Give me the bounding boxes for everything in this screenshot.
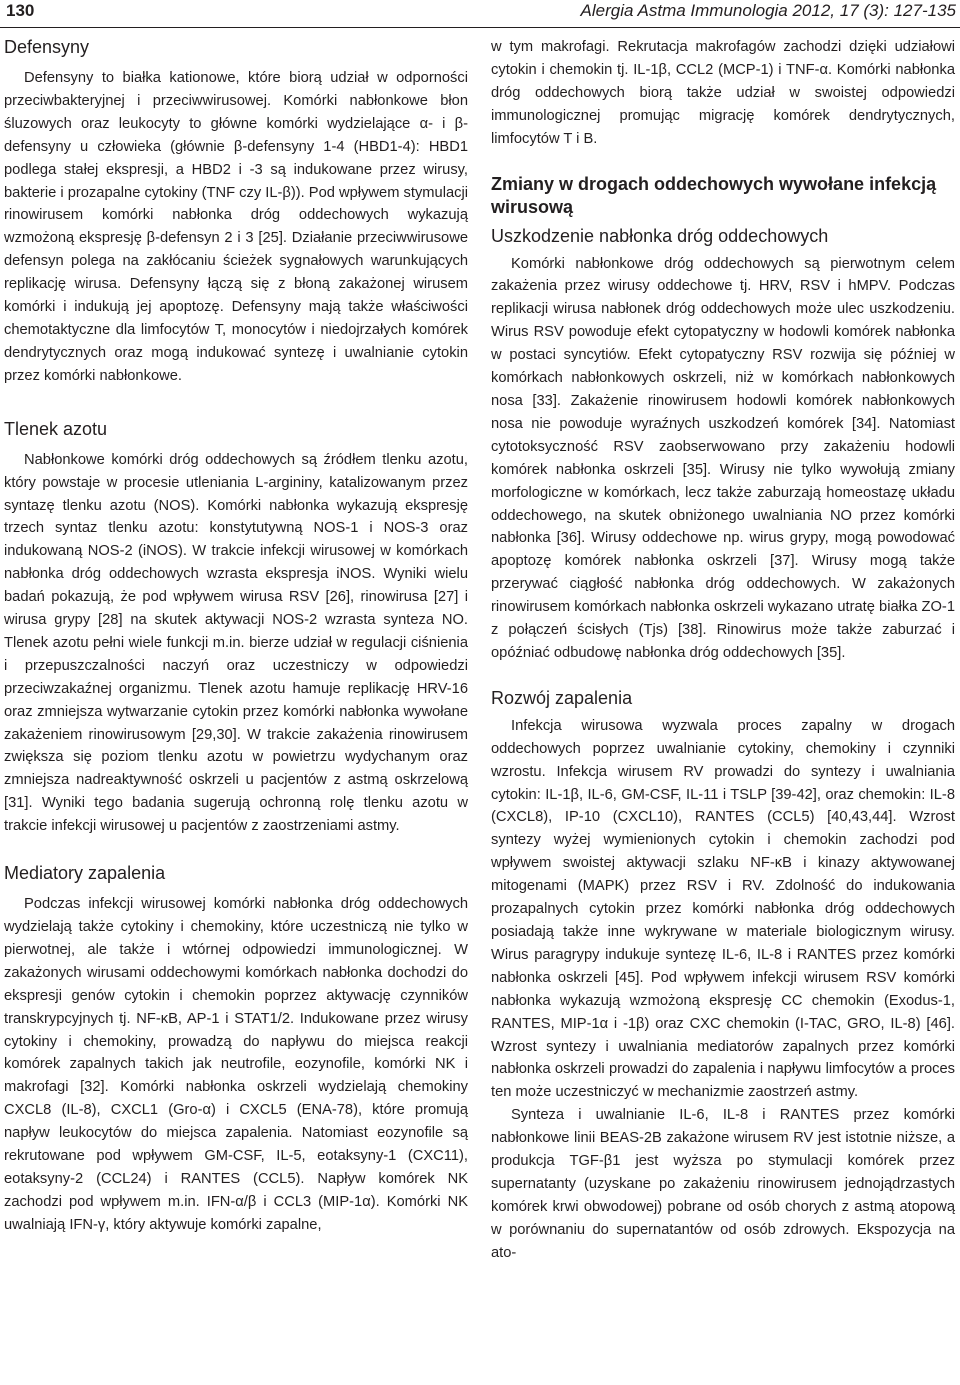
paragraph-uszkodzenie: Komórki nabłonkowe dróg oddechowych są pierwotnym celem zakażenia przez wirusy oddechowe tj. HRV, RSV i hMPV. Podczas replikacji wirusa nabłonek dróg oddechowych może ulec uszkodzeniu. Wirus RSV powoduje efekt cytopatyczny w hodowli komórek nabłonka w postaci syncytiów. Efekt cytopatyczny RSV rozwija się później w komórkach nabłonkowych oskrzeli, niż w komórkach nabłonkowych nosa [33]. Zakażenie rinowirusem hodowli komórek nabłonkowych nosa nie powoduje wyraźnych uszkodzeń komórek [34]. Natomiast cytotoksyczność RSV zaobserwowano przy zakażeniu hodowli komórek nabłonka oskrzeli [35]. Wirusy nie tylko wywołują zmiany morfologiczne w komórkach, lecz także zaburzają homeostazę układu oddechowego, na skutek obniżonego uwalniania NO przez komórki nabłonka [36]. Wirusy oddechowe np. wirus grypy, mogą powodować apoptozę komórek nabłonka oskrzeli [37]. Wirusy mogą także przerywać ciągłość nabłonka dróg oddechowych. W zakażonych rinowirusem komórkach nabłonka oskrzeli wykazano utratę białka ZO-1 z połączeń ścisłych (Tjs) [38]. Rinowirus może także zaburzać i opóźniać odbudowę nabłonka dróg oddechowych [35]. <box>491 255 955 661</box>
left-column <box>4 36 468 1237</box>
right-column <box>491 36 955 1265</box>
paragraph-rozwoj-2: Synteza i uwalnianie IL-6, IL-8 i RANTES przez komórki nabłonkowe linii BEAS-2B zakażone wirusem RV jest istotnie niższe, a produkcja TGF-β1 jest wyższa po stymulacji komórek przez supernatanty (uzyskane po zakażeniu rinowirusem jednojądrzastych komórek krwi obwodowej) pobrane od osób chorych z astmą atopową w porównaniu do supernatantów od osób zdrowych. Ekspozycja na ato- <box>491 1107 955 1261</box>
page-header <box>0 0 960 30</box>
paragraph-tlenek-azotu: Nabłonkowe komórki dróg oddechowych są źródłem tlenku azotu, który powstaje w procesie utleniania L-argininy, katalizowanym przez syntazę tlenku azotu (NOS). Komórki nabłonka wykazują ekspresję trzech syntaz tlenku azotu: konstytutywną NOS-1 i NOS-3 oraz indukowaną NOS-2 (iNOS). W trakcie infekcji wirusowej w komórkach nabłonka dróg oddechowych wzrasta ekspresja iNOS. Wyniki wielu badań pokazują, że pod wpływem wirusa RSV [26], rinowirusa [27] i wirusa grypy [28] na skutek aktywacji NOS-2 wzrasta synteza NO. Tlenek azotu pełni wiele funkcji m.in. bierze udział w regulacji ciśnienia i przepuszczalności naczyń oraz uczestniczy w odpowiedzi przeciwzakaźnej organizmu. Tlenek azotu hamuje replikację HRV-16 oraz zmniejsza wytwarzanie cytokin przez komórki nabłonka wywołane zakażeniem rinowirusowym [29,30]. W trakcie zakażenia rinowirusem zwiększa się poziom tlenku azotu w powietrzu wydychanym oraz zmniejsza nadreaktywność oskrzeli u pacjentów z astmą oskrzelową [31]. Wyniki tego badania sugerują ochronną rolę tlenku azotu w trakcie infekcji wirusowej u pacjentów z zaostrzeniami astmy. <box>4 451 468 835</box>
section-title-defensyny: Defensyny <box>4 37 90 57</box>
subsection-title-uszkodzenie: Uszkodzenie nabłonka dróg oddechowych <box>491 225 829 246</box>
section-title-zmiany: Zmiany w drogach oddechowych wywołane infekcją wirusową <box>491 173 937 217</box>
paragraph-rozwoj-1: Infekcja wirusowa wyzwala proces zapalny w drogach oddechowych poprzez uwalnianie cytokiny, chemokiny i czynniki wzrostu. Infekcja wirusem RV prowadzi do syntezy i uwalniania cytokin: IL-1β, IL-6, GM-CSF, IL-11 i TSLP [39-42], oraz chemokin: IL-8 (CXCL8), IP-10 (CXCL10), RANTES (CCL5) [40,43,44]. Wzrost syntezy wyżej wymienionych cytokin i chemokin zachodzi pod wpływem swoistej aktywacji szlaku NF-κB i kinazy aktywowanej mitogenami (MAPK) przez RSV i RV. Zdolność do indukowania prozapalnych cytokin przez komórki nabłonka dróg oddechowych posiadają także inne wykrywane w materiale biologicznym wirusy. Wirus paragrypy indukuje syntezę IL-6, IL-8 i RANTES przez komórki nabłonka oskrzeli [45]. Pod wpływem infekcji wirusem RSV komórki nabłonka wykazują wzmożoną ekspresję CC chemokin (Exodus-1, RANTES, MIP-1α i -1β) oraz CXC chemokin (I-TAC, GRO, IL-8) [46]. Wzrost syntezy i uwalniania mediatorów zapalnych przez komórki nabłonka oskrzeli prowadzi do zapalenia i napływu limfocytów a proces ten może uczestniczyć w mechanizmie zaostrzeń astmy. <box>491 717 955 1101</box>
section-title-tlenek-azotu: Tlenek azotu <box>4 418 108 439</box>
journal-citation: Alergia Astma Immunologia 2012, 17 (3): 127-135 <box>580 1 956 20</box>
section-title-mediatory: Mediatory zapalenia <box>4 863 166 884</box>
page-number: 130 <box>6 1 35 20</box>
paragraph-defensyny: Defensyny to białka kationowe, które biorą udział w odporności przeciwbakteryjnej i przeciwwirusowej. Komórki nabłonkowe błon śluzowych oraz leukocyty to główne komórki wydzielające α- i β-defensyny u człowieka (głównie β-defensyny 1-4 (HBD1-4): HBD1 podlega stałej ekspresji, a HBD2 i -3 są indukowane przez wirusy, bakterie i prozapalne cytokiny (TNF czy IL-β)). Pod wpływem stymulacji rinowirusem komórki nabłonka dróg oddechowych wykazują wzmożoną ekspresję β-defensyn 2 i 3 [25]. Działanie przeciwwirusowe defensyn polega na zakłócaniu ścieżek sygnałowych warunkujących replikację wirusa. Defensyny łączą się z błoną zakażonej wirusem komórki i indukują jej apoptozę. Defensyny mają także właściwości chemotaktyczne dla limfocytów T, monocytów i niedojrzałych komórek dendrytycznych oraz mogą indukować syntezę i uwalnianie cytokin przez komórki nabłonkowe. <box>4 70 468 384</box>
paragraph-mediatory: Podczas infekcji wirusowej komórki nabłonka dróg oddechowych wydzielają także cytokiny i chemokiny, które uczestniczą nie tylko w pierwotnej, ale także i wtórnej odpowiedzi immunologicznej. W zakażonych wirusami oddechowymi komórkach nabłonka dochodzi do ekspresji genów cytokin i chemokin poprzez aktywację czynników transkrypcyjnych tj. NF-κB, AP-1 i STAT1/2. Indukowane przez wirusy cytokiny i chemokiny, prowadzą do napływu do miejsca reakcji komórek zapalnych takich jak neutrofile, eozynofile, komórki NK i makrofagi [32]. Komórki nabłonka oskrzeli wydzielają chemokiny CXCL8 (IL-8), CXCL1 (Gro-α) i CXCL5 (ENA-78), które promują napływ leukocytów do miejsca zapalenia. Natomiast eozynofile są rekrutowane pod wpływem GM-CSF, IL-5, eotaksyny-1 (CXC11), eotaksyny-2 (CCL24) i RANTES (CCL5). Napływ komórek NK zachodzi pod wpływem m.in. IFN-α/β i CCL3 (MIP-1α). Komórki NK uwalniają IFN-γ, który aktywuje komórki zapalne, <box>4 896 468 1233</box>
header-rule <box>0 27 960 28</box>
subsection-title-rozwoj: Rozwój zapalenia <box>491 687 633 708</box>
paragraph-continuation: w tym makrofagi. Rekrutacja makrofagów zachodzi dzięki udziałowi cytokin i chemokin tj. IL-1β, CCL2 (MCP-1) i TNF-α. Komórki nabłonka dróg oddechowych biorą także udział w swoistej odpowiedzi immunologicznej promując migrację komórek dendrytycznych, limfocytów T i B. <box>491 39 955 147</box>
